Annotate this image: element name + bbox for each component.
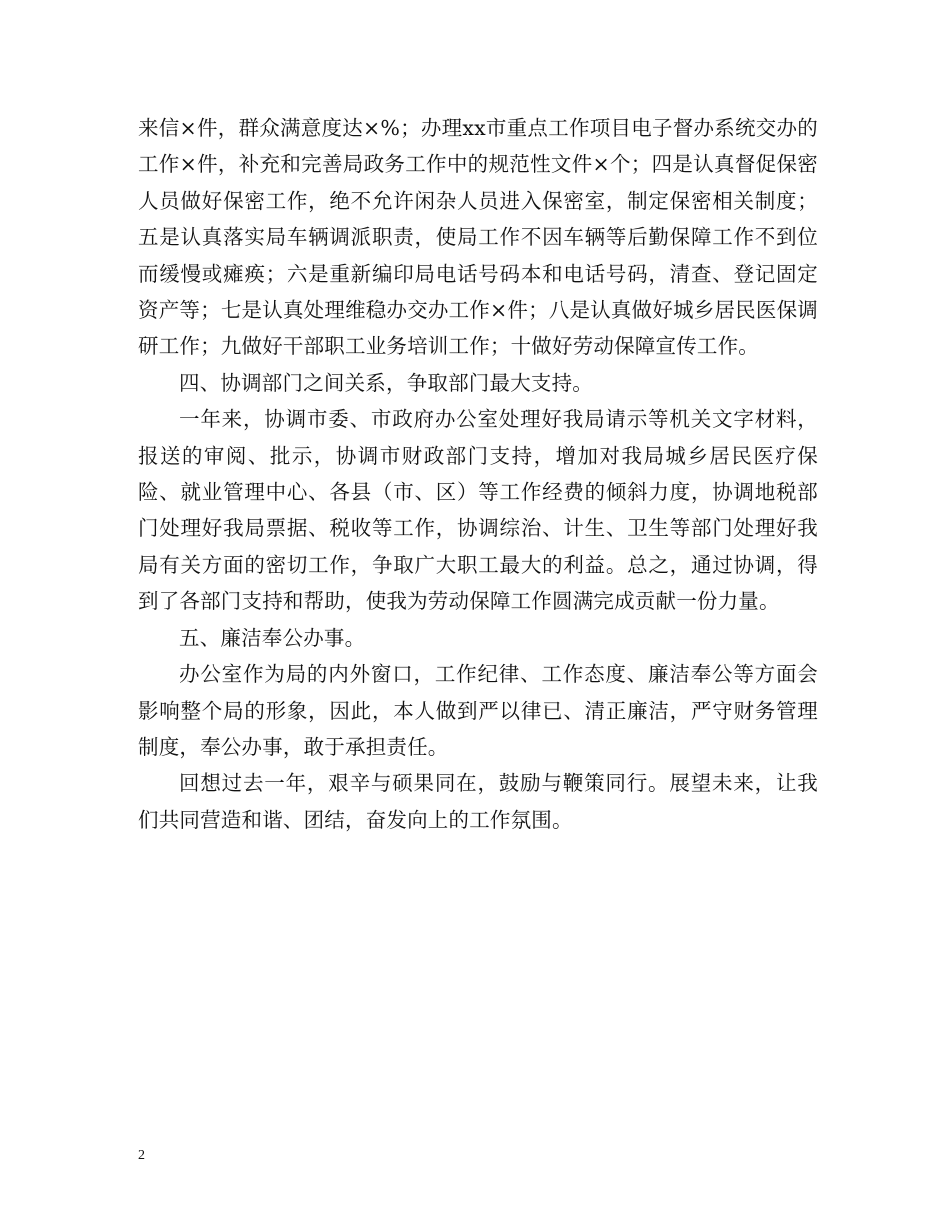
document-body bbox=[138, 110, 818, 838]
page-number: 2 bbox=[138, 1148, 145, 1163]
paragraph-5: 办公室作为局的内外窗口，工作纪律、工作态度、廉洁奉公等方面会影响整个局的形象，因此，本人做到严以律已、清正廉洁，严守财务管理制度，奉公办事，敢于承担责任。 bbox=[138, 662, 818, 759]
paragraph-3: 一年来，协调市委、市政府办公室处理好我局请示等机关文字材料，报送的审阅、批示，协调市财政部门支持，增加对我局城乡居民医疗保险、就业管理中心、各县（市、区）等工作经费的倾斜力度，协调地税部门处理好我局票据、税收等工作，协调综治、计生、卫生等部门处理好我局有关方面的密切工作，争取广大职工最大的利益。总之，通过协调，得到了各部门支持和帮助，使我为劳动保障工作圆满完成贡献一份力量。 bbox=[138, 407, 818, 614]
section-heading-4: 四、协调部门之间关系，争取部门最大支持。 bbox=[179, 370, 593, 395]
closing-paragraph: 回想过去一年，艰辛与硕果同在，鼓励与鞭策同行。展望未来，让我们共同营造和谐、团结，奋发向上的工作氛围。 bbox=[138, 771, 818, 832]
paragraph-1: 来信×件，群众满意度达×%；办理xx市重点工作项目电子督办系统交办的工作×件，补充和完善局政务工作中的规范性文件×个；四是认真督促保密人员做好保密工作，绝不允许闲杂人员进入保密室，制定保密相关制度；五是认真落实局车辆调派职责，使局工作不因车辆等后勤保障工作不到位而缓慢或瘫痪；六是重新编印局电话号码本和电话号码，清查、登记固定资产等；七是认真处理维稳办交办工作×件；八是认真做好城乡居民医保调研工作；九做好干部职工业务培训工作；十做好劳动保障宣传工作。 bbox=[138, 116, 818, 359]
section-heading-5: 五、廉洁奉公办事。 bbox=[179, 625, 366, 650]
